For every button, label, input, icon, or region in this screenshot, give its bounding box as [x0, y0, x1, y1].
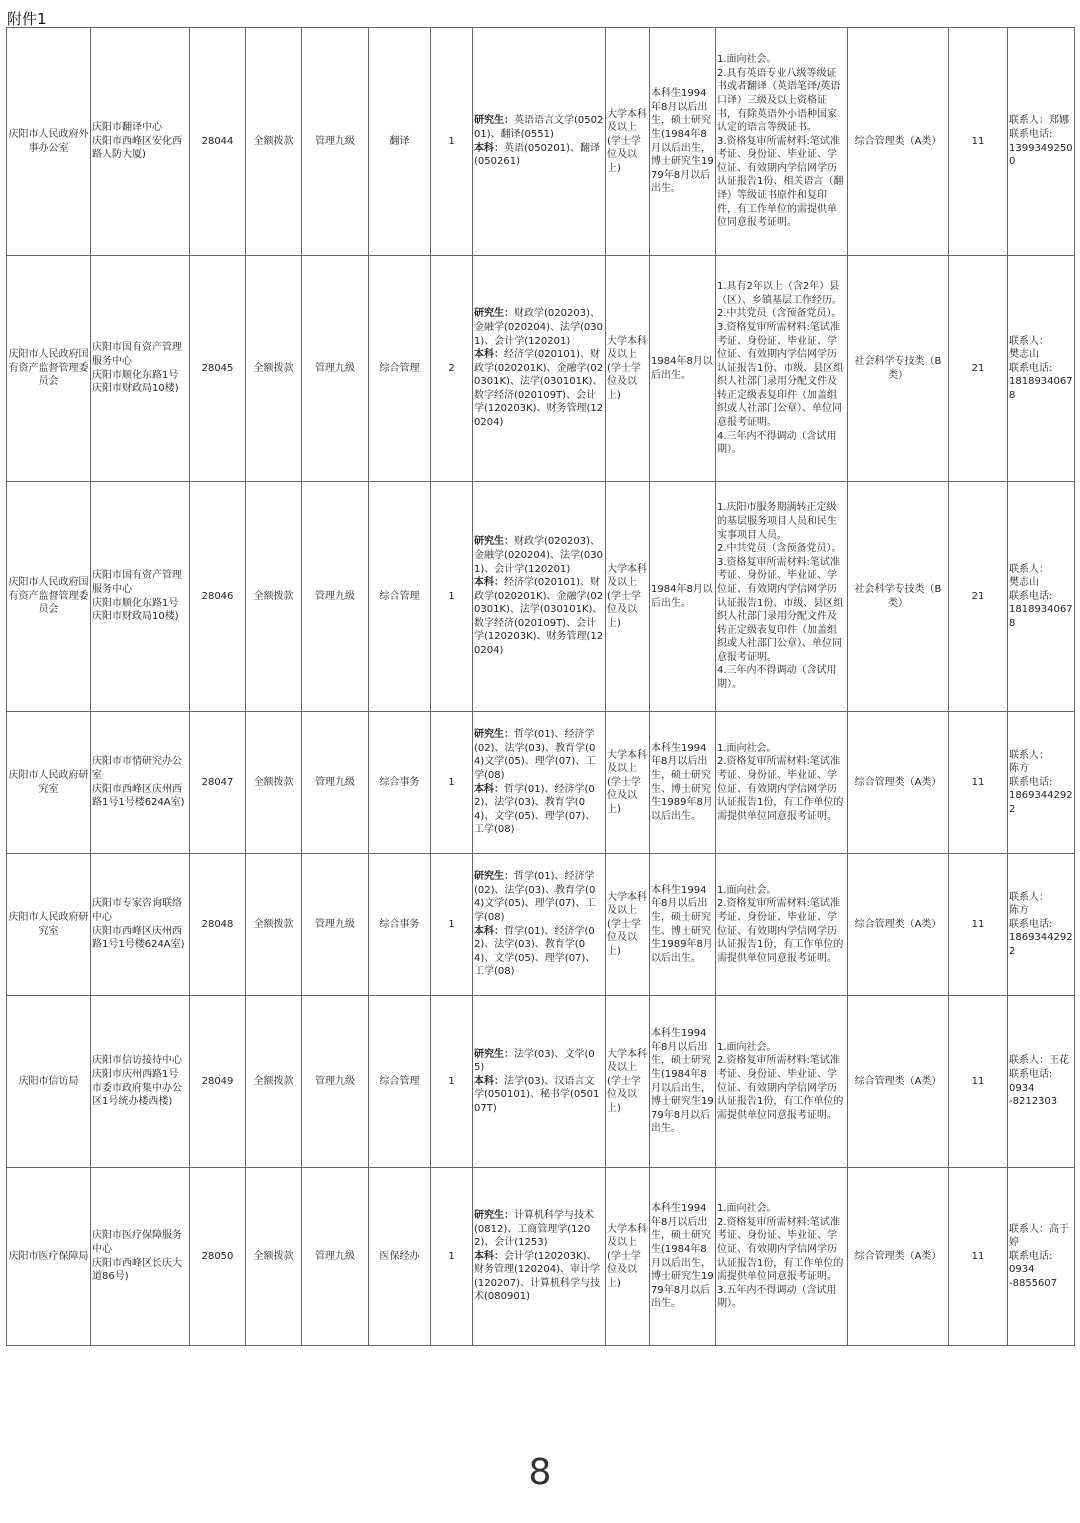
unit-cell: 庆阳市翻译中心 庆阳市西峰区安化西路人防大厦) — [91, 28, 190, 256]
major-cell — [473, 256, 606, 482]
unit-cell: 庆阳市国有资产管理服务中心 庆阳市顺化东路1号庆阳市财政局10楼) — [91, 256, 190, 482]
major-grad-text: 财政学(020203)、金融学(020204)、法学(0301)、会计学(120201) — [474, 536, 603, 575]
post-name-cell: 翻译 — [369, 28, 431, 256]
contact-line: 联系人：郑娜 — [1009, 115, 1069, 127]
requirement-item: 4.三年内不得调动（含试用期）。 — [717, 430, 837, 456]
funding-cell: 全额拨款 — [246, 256, 302, 482]
post-code-cell: 28050 — [190, 1168, 246, 1346]
funding-cell: 全额拨款 — [246, 482, 302, 712]
requirements-cell — [716, 1168, 848, 1346]
major-ug-text: 哲学(01)、经济学(02)、法学(03)、教育学(04)、文学(05)、理学(07)、工学(08) — [474, 925, 596, 978]
post-name-cell: 医保经办 — [369, 1168, 431, 1346]
department-cell: 庆阳市人民政府国有资产监督管理委员会 — [7, 256, 91, 482]
contact-line: 0934 — [1009, 1264, 1035, 1276]
education-cell: 大学本科及以上(学士学位及以上) — [606, 482, 650, 712]
contact-line: 联系电话: — [1009, 1068, 1053, 1080]
contact-line: 18189340678 — [1009, 604, 1073, 629]
funding-cell: 全额拨款 — [246, 854, 302, 996]
exam-code-cell: 11 — [949, 28, 1008, 256]
requirement-item: 1.面向社会。 — [717, 884, 777, 896]
age-cell: 本科生1994年8月以后出生，硕士研究生(1984年8月以后出生，博士研究生1979年8月以后出生。 — [650, 28, 716, 256]
major-ug-text: 经济学(020101)、财政学(020201K)、金融学(020301K)、法学(030101K)、数字经济(020109T)、会计学(120203K)、财务管理(120204) — [474, 349, 604, 429]
exam-code-cell: 11 — [949, 854, 1008, 996]
contact-line: 联系电话: — [1009, 128, 1053, 140]
major-grad-text: 哲学(01)、经济学(02)、法学(03)、教育学(04)文学(05)、理学(07)、工学(08) — [474, 871, 596, 923]
major-grad-text: 法学(03)、文学(05) — [474, 1048, 595, 1074]
count-cell: 1 — [431, 712, 473, 854]
exam-code-cell: 11 — [949, 1168, 1008, 1346]
department-cell: 庆阳市医疗保障局 — [7, 1168, 91, 1346]
contact-line: 联系人： — [1009, 335, 1049, 347]
requirement-item: 3.五年内不得调动（含试用期）。 — [717, 1284, 837, 1310]
post-code-cell: 28044 — [190, 28, 246, 256]
count-cell: 2 — [431, 256, 473, 482]
requirement-item: 1.具有2年以上（含2年）县（区）、乡镇基层工作经历。 — [717, 281, 842, 306]
major-grad-text: 英语语言文学(050201)、翻译(0551) — [474, 115, 604, 140]
requirement-item: 1.面向社会。 — [717, 1041, 777, 1053]
count-cell: 1 — [431, 854, 473, 996]
contact-line: 联系人： — [1009, 891, 1049, 903]
major-ug-text: 经济学(020101)、财政学(020201K)、金融学(020301K)、法学(030101K)、数字经济(020109T)、会计学(120203K)、财务管理(120204) — [474, 577, 604, 657]
count-cell: 1 — [431, 482, 473, 712]
contact-cell — [1008, 854, 1075, 996]
exam-category-cell: 综合管理类（A类） — [848, 854, 949, 996]
requirement-item: 1.庆阳市服务期满转正定级的基层服务项目人员和民生实事项目人员。 — [717, 502, 837, 541]
requirement-item: 3.资格复审所需材料:笔试准考证、身份证、毕业证、学位证、有效期内学信网学历认证报告1份、市级、县区组织人社部门录用分配文件及转正定级表复印件（加盖组织或人社部门公章）、单位同意报考证明。 — [717, 321, 844, 429]
level-cell: 管理九级 — [302, 712, 369, 854]
major-cell — [473, 854, 606, 996]
major-grad-label: 研究生： — [474, 1209, 514, 1221]
unit-cell: 庆阳市信访接待中心 庆阳市庆州西路1号市委市政府集中办公区1号统办楼西楼) — [91, 996, 190, 1168]
contact-line: 联系电话: — [1009, 590, 1053, 602]
requirements-cell — [716, 28, 848, 256]
table-body — [7, 28, 1075, 1346]
level-cell: 管理九级 — [302, 482, 369, 712]
major-grad-label: 研究生： — [474, 871, 514, 883]
contact-line: 联系电话: — [1009, 776, 1053, 788]
education-cell: 大学本科及以上(学士学位及以上) — [606, 712, 650, 854]
contact-cell — [1008, 712, 1075, 854]
requirement-item: 2.中共党员（含预备党员）。 — [717, 308, 842, 320]
contact-line: 联系电话: — [1009, 362, 1053, 374]
requirement-item: 2.具有英语专业八级等级证书或者翻译（英语笔译/英语口译）三级及以上资格证书，有除英语外小语种国家认定的语言等级证书。 — [717, 67, 841, 134]
requirements-cell — [716, 996, 848, 1168]
exam-code-cell: 21 — [949, 482, 1008, 712]
level-cell: 管理九级 — [302, 256, 369, 482]
requirement-item: 2.资格复审所需材料:笔试准考证、身份证、毕业证、学位证、有效期内学信网学历认证报告1份，有工作单位的需提供单位同意报考证明。 — [717, 756, 844, 822]
contact-line: 联系人： — [1009, 563, 1049, 575]
major-cell — [473, 482, 606, 712]
attachment-label: 附件1 — [7, 10, 47, 28]
major-ug-label: 本科： — [474, 349, 504, 361]
contact-line: 樊志山 — [1009, 349, 1039, 361]
contact-cell — [1008, 996, 1075, 1168]
contact-line: 18693442922 — [1009, 790, 1073, 815]
contact-line: -8212303 — [1009, 1096, 1058, 1108]
contact-line: 0934 — [1009, 1082, 1035, 1094]
department-cell: 庆阳市信访局 — [7, 996, 91, 1168]
major-grad-label: 研究生： — [474, 115, 514, 127]
age-cell: 本科生1994年8月以后出生，硕士研究生、博士研究生1989年8月以后出生。 — [650, 854, 716, 996]
requirements-cell — [716, 854, 848, 996]
major-ug-label: 本科： — [474, 783, 504, 795]
major-cell — [473, 712, 606, 854]
page-number: 8 — [528, 1452, 552, 1493]
contact-line: 联系人：王花 — [1009, 1055, 1069, 1067]
age-cell: 本科生1994年8月以后出生，硕士研究生(1984年8月以后出生，博士研究生1979年8月以后出生。 — [650, 1168, 716, 1346]
major-cell — [473, 1168, 606, 1346]
requirements-cell — [716, 256, 848, 482]
contact-line: 13993492500 — [1009, 142, 1073, 168]
table-row — [7, 854, 1075, 996]
requirement-item: 1.面向社会。 — [717, 54, 777, 66]
unit-cell: 庆阳市国有资产管理服务中心 庆阳市顺化东路1号庆阳市财政局10楼) — [91, 482, 190, 712]
contact-cell — [1008, 256, 1075, 482]
major-cell — [473, 28, 606, 256]
count-cell: 1 — [431, 28, 473, 256]
count-cell: 1 — [431, 996, 473, 1168]
post-name-cell: 综合管理 — [369, 256, 431, 482]
exam-category-cell: 综合管理类（A类） — [848, 1168, 949, 1346]
education-cell: 大学本科及以上(学士学位及以上) — [606, 854, 650, 996]
unit-cell: 庆阳市医疗保障服务中心 庆阳市西峰区长庆大道86号) — [91, 1168, 190, 1346]
exam-category-cell: 社会科学专技类（B类） — [848, 256, 949, 482]
exam-category-cell: 综合管理类（A类） — [848, 712, 949, 854]
contact-line: 陈方 — [1009, 905, 1029, 917]
level-cell: 管理九级 — [302, 28, 369, 256]
education-cell: 大学本科及以上(学士学位及以上) — [606, 996, 650, 1168]
contact-line: 陈方 — [1009, 763, 1029, 775]
count-cell: 1 — [431, 1168, 473, 1346]
major-grad-text: 计算机科学与技术(0812)、工商管理学(1202)、会计(1253) — [474, 1209, 594, 1249]
post-code-cell: 28045 — [190, 256, 246, 482]
major-ug-label: 本科： — [474, 577, 504, 589]
contact-line: 18693442922 — [1009, 932, 1073, 957]
age-cell: 本科生1994年8月以后出生，硕士研究生、博士研究生1989年8月以后出生。 — [650, 712, 716, 854]
table-row — [7, 256, 1075, 482]
post-code-cell: 28046 — [190, 482, 246, 712]
contact-line: -8855607 — [1009, 1277, 1058, 1289]
requirement-item: 2.资格复审所需材料:笔试准考证、身份证、毕业证、学位证、有效期内学信网学历认证报告1份，有工作单位的需提供单位同意报考证明。 — [717, 1216, 844, 1283]
department-cell: 庆阳市人民政府研究室 — [7, 712, 91, 854]
level-cell: 管理九级 — [302, 1168, 369, 1346]
major-grad-label: 研究生： — [474, 1048, 514, 1060]
education-cell: 大学本科及以上(学士学位及以上) — [606, 1168, 650, 1346]
exam-category-cell: 社会科学专技类（B类） — [848, 482, 949, 712]
major-ug-label: 本科： — [474, 925, 504, 937]
major-ug-text: 法学(03)、汉语言文学(050101)、秘书学(050107T) — [474, 1075, 600, 1114]
contact-cell — [1008, 482, 1075, 712]
level-cell: 管理九级 — [302, 854, 369, 996]
contact-line: 18189340678 — [1009, 376, 1073, 401]
requirement-item: 1.面向社会。 — [717, 1203, 777, 1215]
unit-cell: 庆阳市专家咨询联络中心 庆阳市西峰区庆州西路1号1号楼624A室) — [91, 854, 190, 996]
contact-line: 联系电话: — [1009, 918, 1053, 930]
funding-cell: 全额拨款 — [246, 28, 302, 256]
requirements-cell — [716, 712, 848, 854]
funding-cell: 全额拨款 — [246, 1168, 302, 1346]
department-cell: 庆阳市人民政府国有资产监督管理委员会 — [7, 482, 91, 712]
table-row — [7, 712, 1075, 854]
exam-category-cell: 综合管理类（A类） — [848, 996, 949, 1168]
requirement-item: 1.面向社会。 — [717, 742, 777, 754]
funding-cell: 全额拨款 — [246, 996, 302, 1168]
exam-code-cell: 11 — [949, 996, 1008, 1168]
major-grad-label: 研究生： — [474, 729, 514, 741]
major-grad-text: 哲学(01)、经济学(02)、法学(03)、教育学(04)文学(05)、理学(07)、工学(08) — [474, 729, 596, 781]
education-cell: 大学本科及以上(学士学位及以上) — [606, 28, 650, 256]
major-ug-label: 本科： — [474, 1075, 504, 1087]
contact-line: 联系人：高于婷 — [1009, 1223, 1069, 1249]
post-code-cell: 28048 — [190, 854, 246, 996]
post-name-cell: 综合管理 — [369, 482, 431, 712]
department-cell: 庆阳市人民政府研究室 — [7, 854, 91, 996]
major-ug-label: 本科： — [474, 142, 504, 154]
contact-line: 联系电话: — [1009, 1250, 1053, 1262]
exam-category-cell: 综合管理类（A类） — [848, 28, 949, 256]
unit-cell: 庆阳市市情研究办公室 庆阳市西峰区庆州西路1号1号楼624A室) — [91, 712, 190, 854]
age-cell: 本科生1994年8月以后出生，硕士研究生(1984年8月以后出生，博士研究生1979年8月以后出生。 — [650, 996, 716, 1168]
contact-line: 樊志山 — [1009, 577, 1039, 589]
requirement-item: 4.三年内不得调动（含试用期）。 — [717, 665, 837, 691]
post-name-cell: 综合事务 — [369, 854, 431, 996]
exam-code-cell: 11 — [949, 712, 1008, 854]
requirement-item: 2.资格复审所需材料:笔试准考证、身份证、毕业证、学位证、有效期内学信网学历认证报告1份，有工作单位的需提供单位同意报考证明。 — [717, 898, 844, 964]
contact-line: 联系人： — [1009, 749, 1049, 761]
post-name-cell: 综合管理 — [369, 996, 431, 1168]
major-grad-text: 财政学(020203)、金融学(020204)、法学(0301)、会计学(120201) — [474, 308, 603, 347]
major-ug-text: 哲学(01)、经济学(02)、法学(03)、教育学(04)、文学(05)、理学(07)、工学(08) — [474, 783, 596, 836]
table-row — [7, 28, 1075, 256]
major-ug-label: 本科： — [474, 1250, 504, 1262]
major-ug-text: 会计学(120203K)、财务管理(120204)、审计学(120207)、计算机科学与技术(080901) — [474, 1250, 600, 1303]
table-row — [7, 482, 1075, 712]
post-name-cell: 综合事务 — [369, 712, 431, 854]
funding-cell: 全额拨款 — [246, 712, 302, 854]
level-cell: 管理九级 — [302, 996, 369, 1168]
requirement-item: 3.资格复审所需材料:笔试准考证、身份证、毕业证、学位证、有效期内学信网学历认证报告1份、相关语言（翻译）等级证书原件和复印件，有工作单位的需提供单位同意报考证明。 — [717, 135, 844, 229]
major-grad-label: 研究生： — [474, 536, 514, 548]
recruitment-table — [6, 27, 1075, 1346]
requirements-cell — [716, 482, 848, 712]
requirement-item: 2.资格复审所需材料:笔试准考证、身份证、毕业证、学位证、有效期内学信网学历认证报告1份，有工作单位的需提供单位同意报考证明。 — [717, 1055, 844, 1121]
post-code-cell: 28049 — [190, 996, 246, 1168]
major-cell — [473, 996, 606, 1168]
age-cell: 1984年8月以后出生。 — [650, 256, 716, 482]
contact-cell — [1008, 1168, 1075, 1346]
age-cell: 1984年8月以后出生。 — [650, 482, 716, 712]
table-row — [7, 1168, 1075, 1346]
major-grad-label: 研究生： — [474, 308, 514, 320]
department-cell: 庆阳市人民政府外事办公室 — [7, 28, 91, 256]
table-row — [7, 996, 1075, 1168]
exam-code-cell: 21 — [949, 256, 1008, 482]
requirement-item: 3.资格复审所需材料:笔试准考证、身份证、毕业证、学位证、有效期内学信网学历认证报告1份、市级、县区组织人社部门录用分配文件及转正定级表复印件（加盖组织或人社部门公章）、单位同意报考证明。 — [717, 556, 844, 663]
post-code-cell: 28047 — [190, 712, 246, 854]
contact-cell — [1008, 28, 1075, 256]
major-ug-text: 英语(050201)、翻译(050261) — [474, 142, 600, 168]
requirement-item: 2.中共党员（含预备党员）。 — [717, 543, 842, 555]
education-cell: 大学本科及以上(学士学位及以上) — [606, 256, 650, 482]
